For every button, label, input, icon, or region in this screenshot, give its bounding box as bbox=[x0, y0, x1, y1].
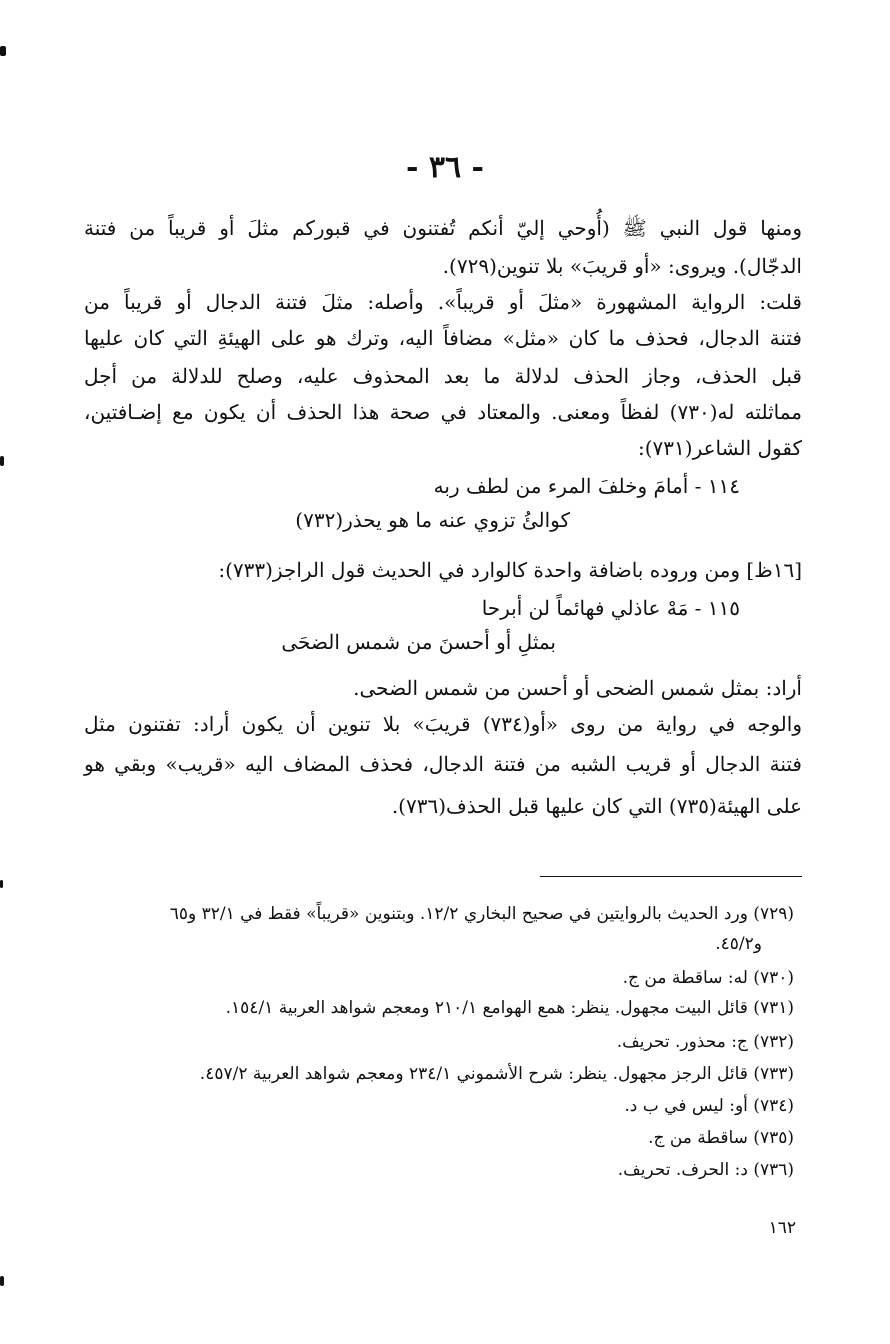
body-line: قلت: الرواية المشهورة «مثلَ أو قريباً». وأصله: مثلَ فتنة الدجال أو قريباً من bbox=[84, 290, 802, 314]
body-line: قبل الحذف، وجاز الحذف لدلالة ما بعد المحذوف عليه، وصلح للدلالة من أجل bbox=[84, 364, 802, 388]
scan-edge-mark bbox=[0, 46, 6, 56]
body-line: أراد: بمثل شمس الضحى أو أحسن من شمس الضحى. bbox=[353, 676, 802, 700]
scan-edge-mark bbox=[0, 880, 3, 888]
footnote-line: (٧٣٠) له: ساقطة من ج. bbox=[622, 968, 794, 988]
verse-115-second-hemistich: بمثلِ أو أحسنَ من شمس الضحَى bbox=[281, 630, 556, 654]
verse-115-first-hemistich: ١١٥ - مَهْ عاذلي فهائماً لن أبرحا bbox=[481, 596, 740, 620]
verse-114-second-hemistich: كوالئُ تزوي عنه ما هو يحذر(٧٣٢) bbox=[295, 508, 570, 532]
footnote-line: (٧٣٦) د: الحرف. تحريف. bbox=[617, 1160, 794, 1180]
footnote-line: (٧٣١) قائل البيت مجهول. ينظر: همع الهوامع ٢١٠/١ ومعجم شواهد العربية ١٥٤/١. bbox=[225, 998, 794, 1018]
footnote-line: (٧٢٩) ورد الحديث بالروايتين في صحيح البخاري ١٢/٢. وبتنوين «قريباً» فقط في ٣٢/١ و٦٥ bbox=[169, 904, 794, 924]
body-line: [١٦ظ] ومن وروده باضافة واحدة كالوارد في الحديث قول الراجز(٧٣٣): bbox=[218, 558, 802, 582]
body-line: الدجّال). ويروى: «أو قريبَ» بلا تنوين(٧٢٩). bbox=[442, 254, 802, 278]
footnote-line: (٧٣٤) أو: ليس في ب د. bbox=[624, 1096, 794, 1116]
footnote-line: و٤٥/٢. bbox=[715, 934, 762, 954]
footnote-line: (٧٣٥) ساقطة من ج. bbox=[648, 1128, 794, 1148]
body-line: مماثلته له(٧٣٠) لفظاً ومعنى. والمعتاد في صحة هذا الحذف أن يكون مع إضـافتين، bbox=[84, 400, 803, 424]
page-header-number: - ٣٦ - bbox=[405, 150, 485, 185]
scan-edge-mark bbox=[0, 1276, 4, 1286]
scan-edge-mark bbox=[0, 456, 4, 466]
body-line: فتنة الدجال، فحذف ما كان «مثل» مضافاً اليه، وترك هو على الهيئةِ التي كان عليها bbox=[84, 326, 802, 350]
body-line: فتنة الدجال أو قريب الشبه من فتنة الدجال، فحذف المضاف اليه «قريب» وبقي هو bbox=[84, 752, 802, 776]
page-footer-number: ١٦٢ bbox=[768, 1218, 796, 1238]
body-line: والوجه في رواية من روى «أو(٧٣٤) قريبَ» بلا تنوين أن يكون أراد: تفتنون مثل bbox=[84, 712, 802, 736]
footnote-line: (٧٣٣) قائل الرجز مجهول. ينظر: شرح الأشموني ٢٣٤/١ ومعجم شواهد العربية ٤٥٧/٢. bbox=[199, 1064, 794, 1084]
body-line: ومنها قول النبي ﷺ (أُوحي إليّ أنكم تُفتنون في قبوركم مثلَ أو قريباً من فتنة bbox=[84, 216, 802, 240]
footnote-separator bbox=[540, 876, 802, 877]
body-line: على الهيئة(٧٣٥) التي كان عليها قبل الحذف(٧٣٦). bbox=[391, 794, 802, 818]
footnote-line: (٧٣٢) ج: محذور. تحريف. bbox=[616, 1032, 794, 1052]
verse-114-first-hemistich: ١١٤ - أمامَ وخلفَ المرء من لطف ربه bbox=[433, 474, 740, 498]
body-line: كقول الشاعر(٧٣١): bbox=[638, 436, 802, 460]
